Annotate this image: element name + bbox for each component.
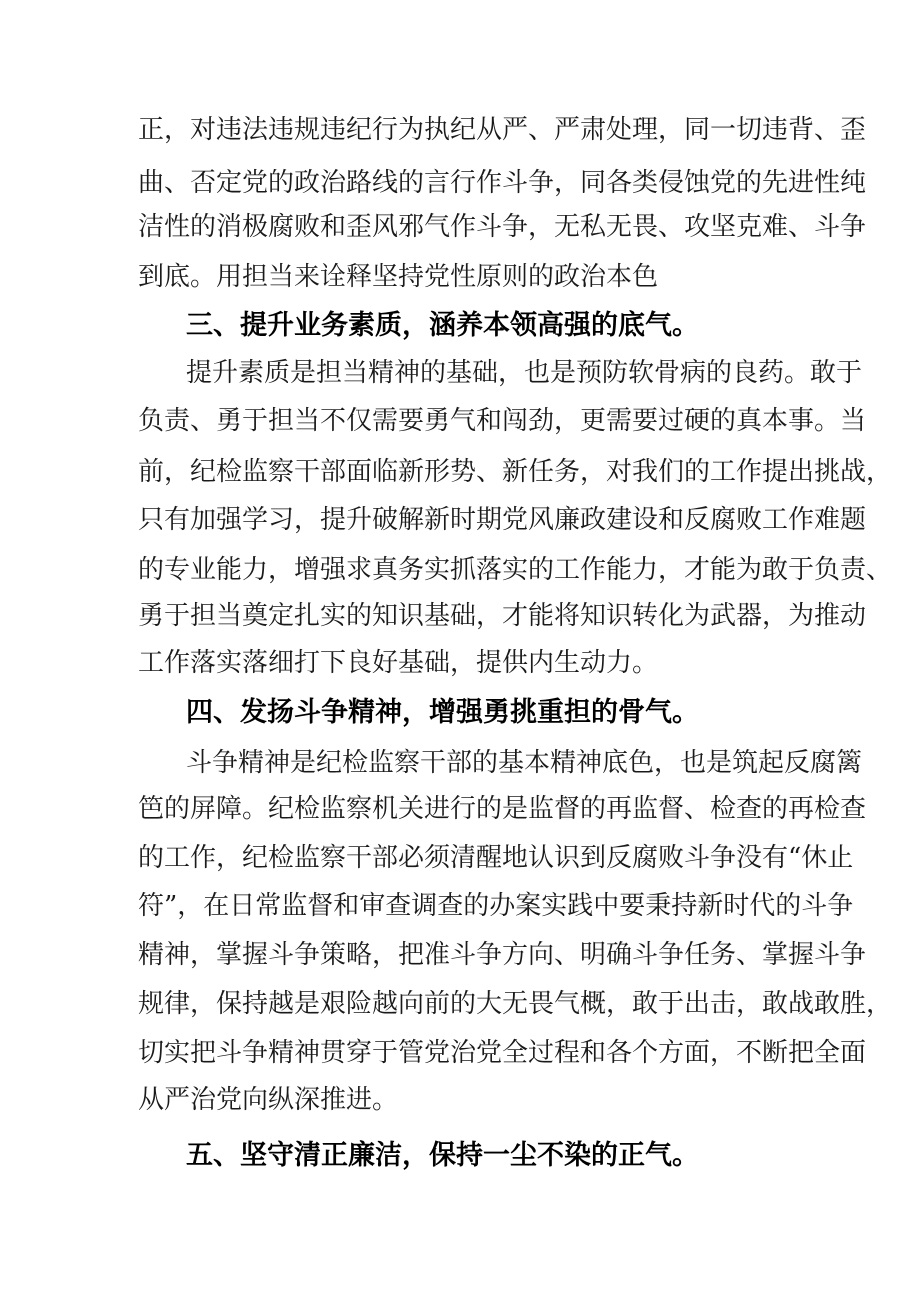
paragraph-line: 笆的屏障。纪检监察机关进行的是监督的再监督、检查的再检查 bbox=[138, 794, 867, 824]
paragraph-line: 切实把斗争精神贯穿于管党治党全过程和各个方面，不断把全面 bbox=[138, 1038, 867, 1068]
paragraph-line: 负责、勇于担当不仅需要勇气和闯劲，更需要过硬的真本事。当 bbox=[138, 406, 867, 436]
paragraph-line: 洁性的消极腐败和歪风邪气作斗争，无私无畏、攻坚克难、斗争 bbox=[138, 212, 867, 242]
paragraph-line: 正，对违法违规违纪行为执纪从严、严肃处理，同一切违背、歪 bbox=[138, 115, 867, 145]
paragraph-line: 提升素质是担当精神的基础，也是预防软骨病的良药。敢于 bbox=[186, 358, 863, 388]
section-heading-3: 三、提升业务素质，涵养本领高强的底气。 bbox=[186, 310, 699, 341]
paragraph-line: 的专业能力，增强求真务实抓落实的工作能力，才能为敢于负责、 bbox=[138, 555, 893, 585]
paragraph-line: 从严治党向纵深推进。 bbox=[138, 1085, 399, 1115]
paragraph-line: 规律，保持越是艰险越向前的大无畏气概，敢于出击，敢战敢胜， bbox=[138, 989, 893, 1019]
paragraph-line: 符”，在日常监督和审查调查的办案实践中要秉持新时代的斗争 bbox=[138, 891, 854, 921]
paragraph-line: 前，纪检监察干部面临新形势、新任务，对我们的工作提出挑战， bbox=[138, 457, 893, 487]
paragraph-line: 到底。用担当来诠释坚持党性原则的政治本色 bbox=[138, 262, 659, 292]
paragraph-line: 曲、否定党的政治路线的言行作斗争，同各类侵蚀党的先进性纯 bbox=[138, 168, 867, 198]
paragraph-line: 精神，掌握斗争策略，把准斗争方向、明确斗争任务、掌握斗争 bbox=[138, 940, 867, 970]
paragraph-line: 勇于担当奠定扎实的知识基础，才能将知识转化为武器，为推动 bbox=[138, 601, 867, 631]
paragraph-line: 的工作，纪检监察干部必须清醒地认识到反腐败斗争没有“休止 bbox=[138, 843, 854, 873]
paragraph-line: 只有加强学习，提升破解新时期党风廉政建设和反腐败工作难题 bbox=[138, 505, 867, 535]
section-heading-4: 四、发扬斗争精神，增强勇挑重担的骨气。 bbox=[186, 697, 699, 728]
paragraph-line: 工作落实落细打下良好基础，提供内生动力。 bbox=[138, 648, 659, 678]
paragraph-line: 斗争精神是纪检监察干部的基本精神底色，也是筑起反腐篱 bbox=[186, 748, 863, 778]
section-heading-5: 五、坚守清正廉洁，保持一尘不染的正气。 bbox=[186, 1140, 699, 1171]
